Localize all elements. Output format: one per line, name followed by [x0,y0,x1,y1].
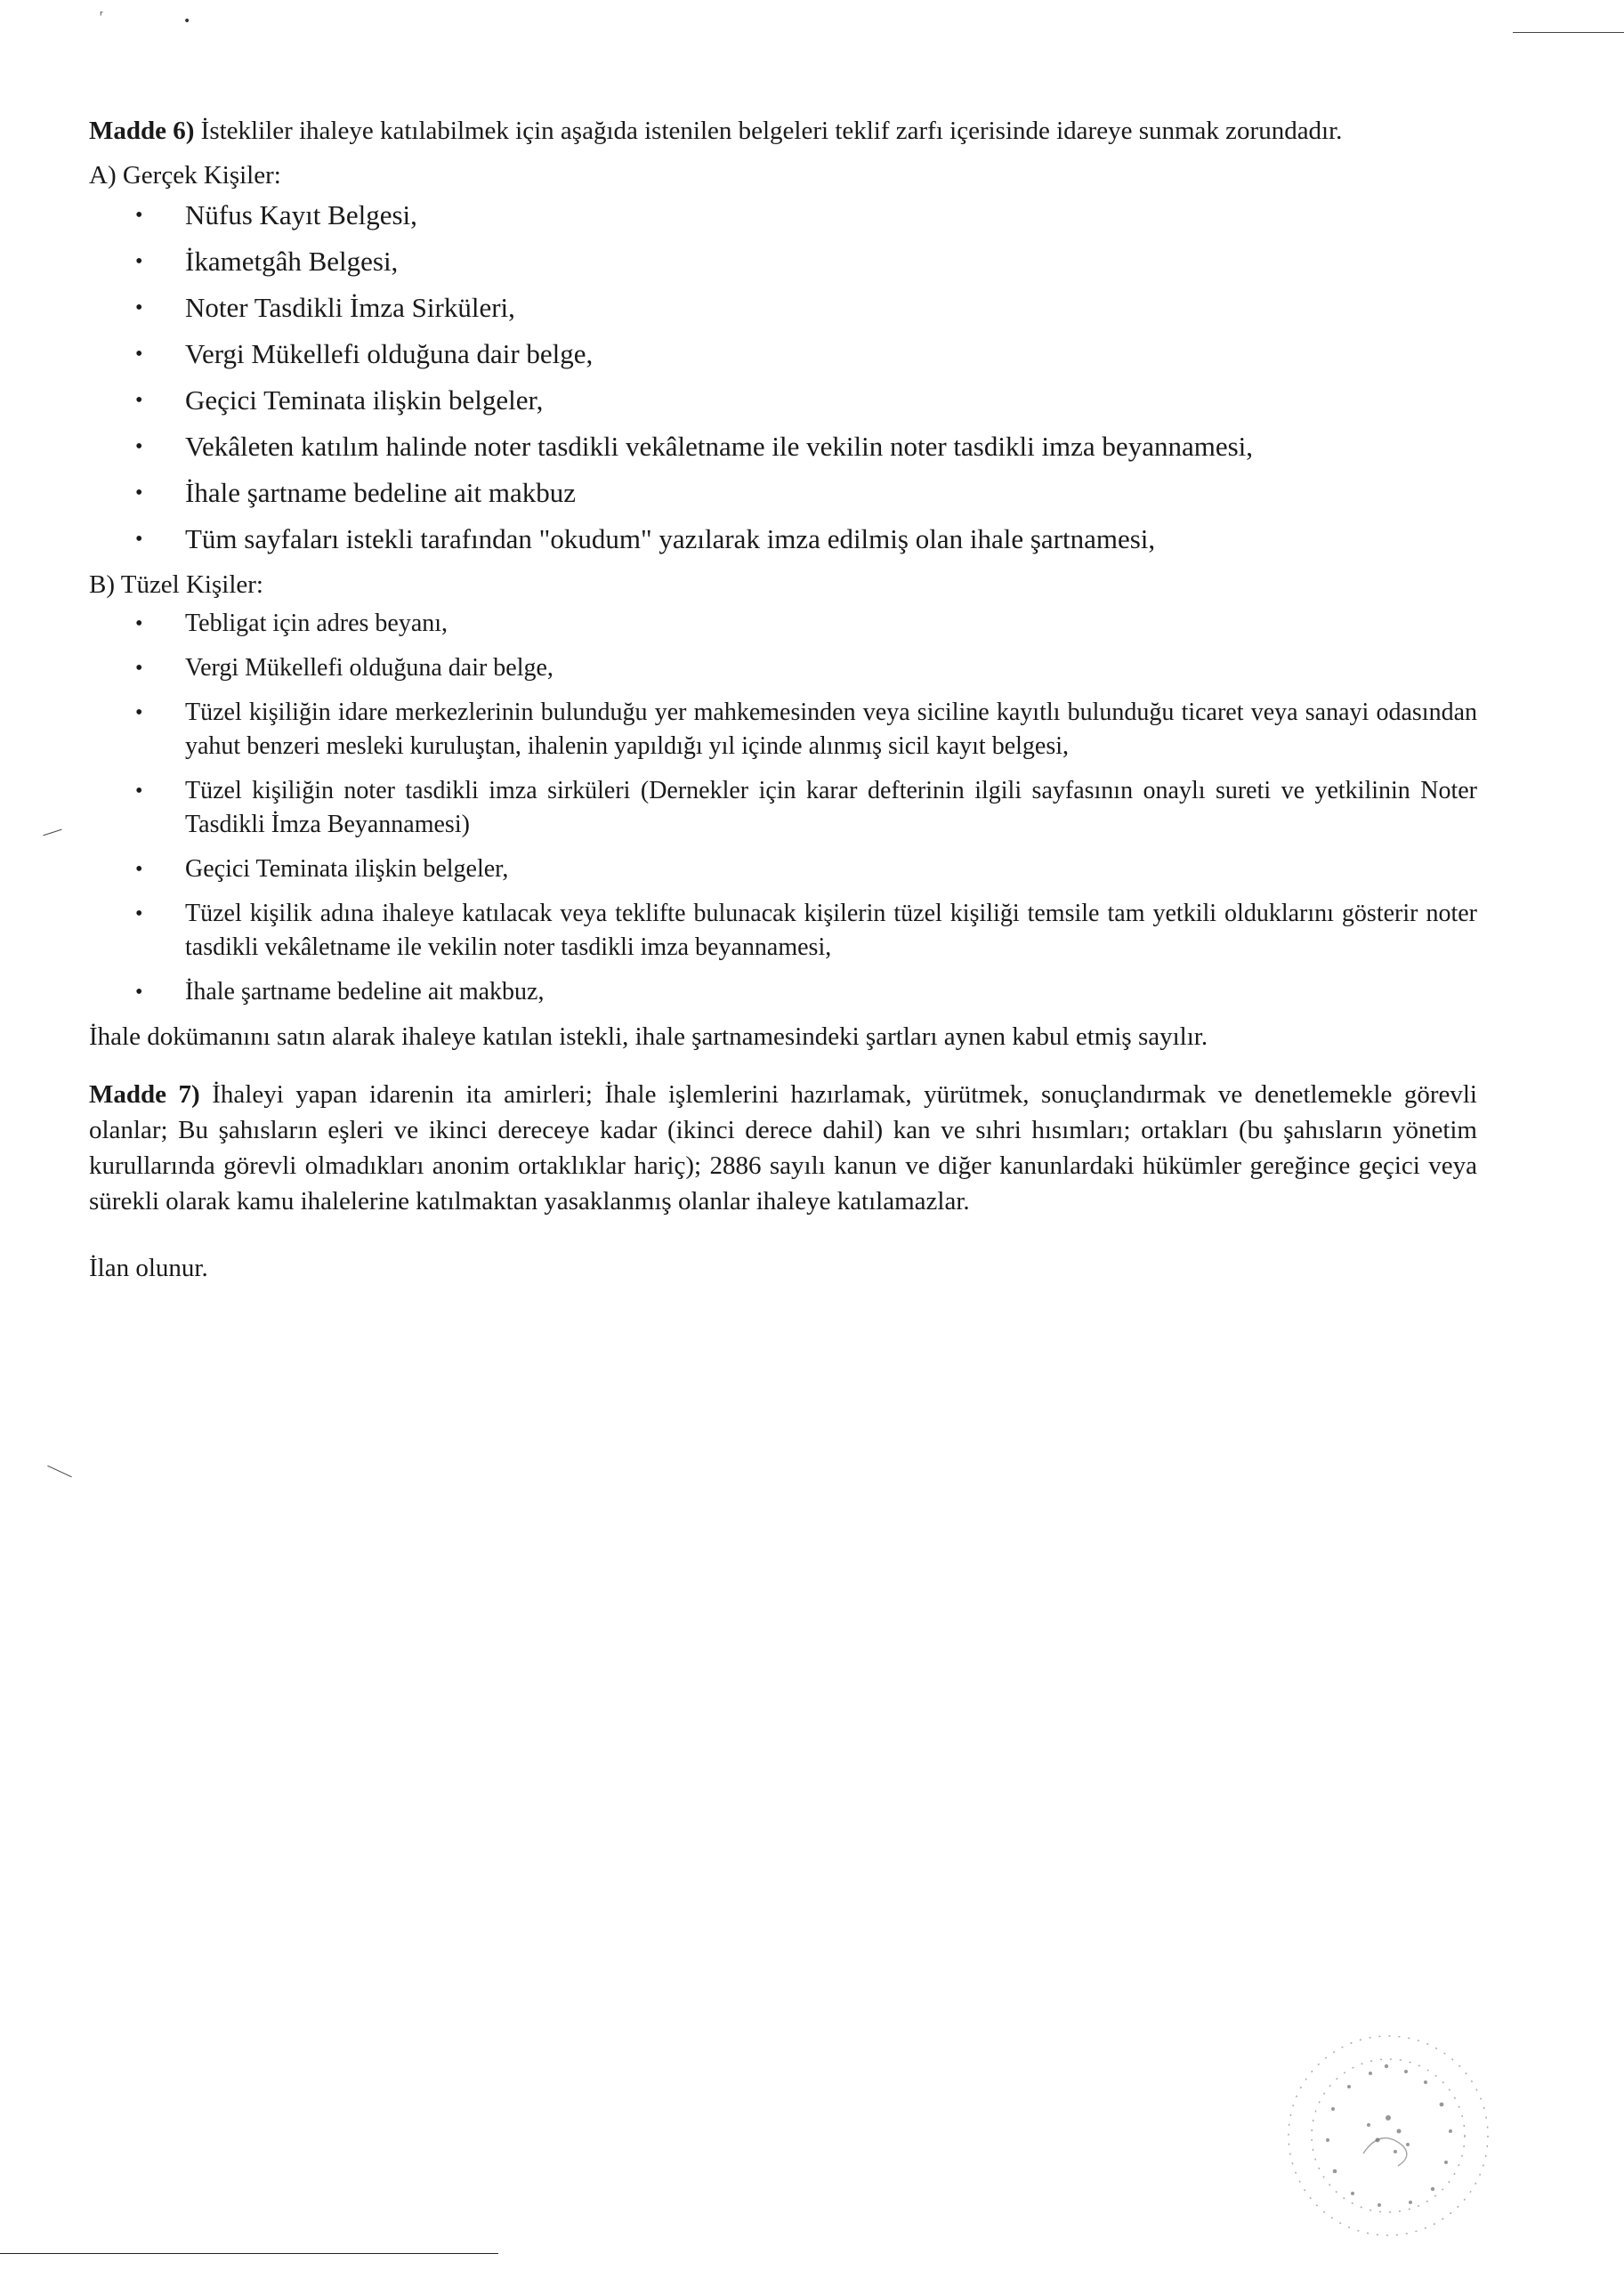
scan-mark [43,829,61,836]
madde-7-label: Madde 7) [89,1080,200,1109]
list-item: • Tüzel kişiliğin idare merkezlerinin bulunduğu yer mahkemesinden veya siciline kayıtlı bulunduğu ticaret veya sanayi odasından yahut benzeri mesleki kuruluştan, ihalenin yapıldığı yıl içinde alınmış sicil kayıt belgesi, [135,696,1477,763]
scan-edge-line [1513,32,1624,33]
ilan-olunur: İlan olunur. [89,1254,208,1282]
scan-speck: • [183,14,191,28]
section-a-heading: A) Gerçek Kişiler: [89,161,281,190]
list-item: • Tüzel kişilik adına ihaleye katılacak veya teklifte bulunacak kişilerin tüzel kişiliği temsile tam yetkili olduklarını gösterir noter tasdikli vekâletname ile vekilin noter tasdikli imza beyannamesi, [135,897,1477,965]
bullet-icon: • [135,858,143,881]
bullet-icon: • [135,343,143,366]
list-item: • İhale şartname bedeline ait makbuz, [135,975,1477,1009]
list-item: • Geçici Teminata ilişkin belgeler, [135,383,1477,418]
bullet-icon: • [135,481,143,505]
list-item: • Vergi Mükellefi olduğuna dair belge, [135,651,1477,685]
madde-6-paragraph [89,114,1477,148]
section-b-list [89,607,1477,1009]
scan-speck: ʳ [100,9,103,23]
madde-7-text: İhaleyi yapan idarenin ita amirleri; İhale işlemlerini hazırlamak, yürütmek, sonuçlandırmak ve denetlemekle görevli olanlar; Bu şahısların eşleri ve ikinci dereceye kadar (ikinci derece dahil) kan ve sıhri hısımları; ortakları (bu şahısların yönetim kurullarında görevli olmadıkları anonim ortaklıklar hariç); 2886 sayılı kanun ve diğer kanunlardaki hükümler gereğince geçici veya sürekli olarak kamu ihalelerine katılmaktan yasaklanmış olanlar ihaleye katılamazlar. [89,1080,1477,1216]
list-item: • Tüm sayfaları istekli tarafından "okudum" yazılarak imza edilmiş olan ihale şartnamesi, [135,521,1477,557]
list-item: • Tüzel kişiliğin noter tasdikli imza sirküleri (Dernekler için karar defterinin ilgili sayfasının onaylı sureti ve yetkilinin Noter Tasdikli İmza Beyannamesi) [135,774,1477,842]
list-item: • Tebligat için adres beyanı, [135,607,1477,641]
list-item: • Vergi Mükellefi olduğuna dair belge, [135,336,1477,372]
bullet-icon: • [135,657,143,680]
bullet-icon: • [135,250,143,273]
section-b-heading: B) Tüzel Kişiler: [89,570,263,599]
bullet-icon: • [135,528,143,551]
list-item: • Nüfus Kayıt Belgesi, [135,198,1477,233]
bullet-icon: • [135,435,143,458]
madde-6-intro: İstekliler ihaleye katılabilmek için aşağıda istenilen belgeleri teklif zarfı içerisinde idareye sunmak zorundadır. [200,117,1343,145]
madde-6-label: Madde 6) [89,117,195,145]
madde-7-paragraph [89,1077,1477,1219]
section-a-list [89,198,1477,557]
list-item: • İhale şartname bedeline ait makbuz [135,475,1477,511]
bullet-icon: • [135,701,143,724]
madde-6-closing: İhale dokümanını satın alarak ihaleye katılan istekli, ihale şartnamesindeki şartları aynen kabul etmiş sayılır. [89,1022,1208,1051]
bullet-icon: • [135,204,143,227]
scan-bottom-line [0,2253,498,2254]
list-item: • Geçici Teminata ilişkin belgeler, [135,852,1477,886]
list-item: • Noter Tasdikli İmza Sirküleri, [135,290,1477,326]
bullet-icon: • [135,612,143,635]
official-stamp-icon [1264,2020,1522,2251]
document-body [89,114,1477,1285]
list-item: • Vekâleten katılım halinde noter tasdikli vekâletname ile vekilin noter tasdikli imza beyannamesi, [135,429,1477,464]
bullet-icon: • [135,389,143,412]
bullet-icon: • [135,780,143,803]
bullet-icon: • [135,902,143,925]
list-item: • İkametgâh Belgesi, [135,244,1477,279]
scan-mark [47,1466,72,1478]
bullet-icon: • [135,981,143,1004]
bullet-icon: • [135,296,143,319]
